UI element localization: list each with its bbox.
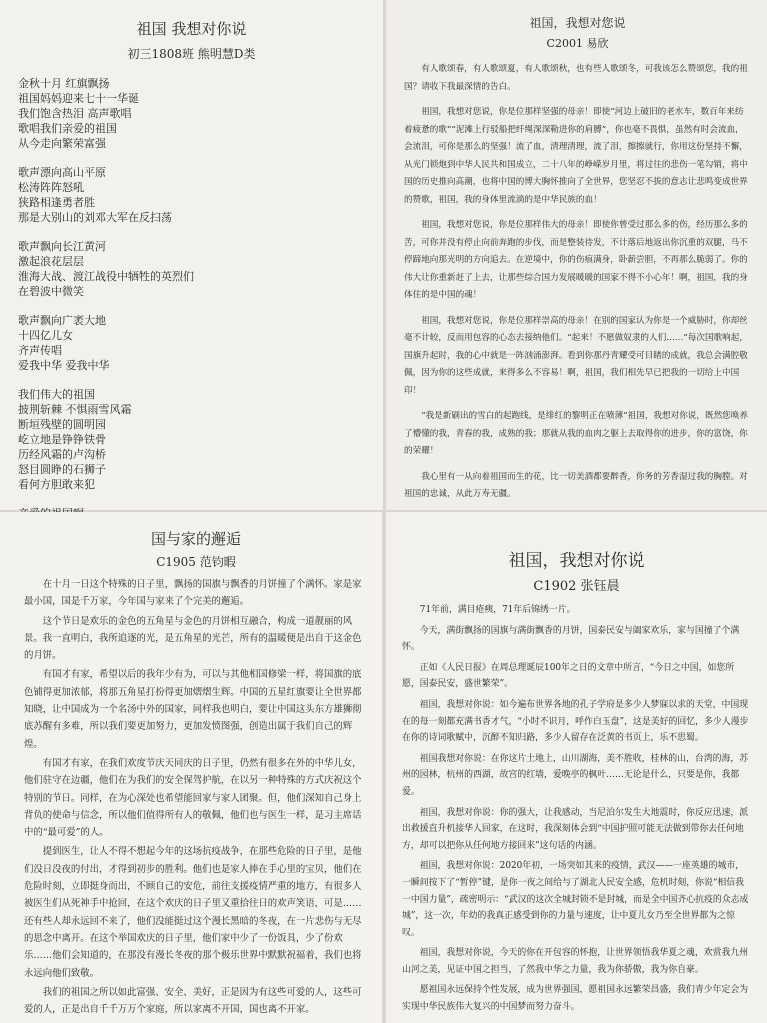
poem-line: 那是大别山的刘邓大军在反扫荡	[18, 211, 172, 224]
essay-paragraph: 今天，满街飘扬的国旗与满街飘香的月饼，国泰民安与阖家欢乐，家与国撞了个满怀。	[402, 625, 740, 653]
essay-paragraph: 祖国我想对你说：在你这片土地上，山川湖海，美不胜收，桂林的山，台湾的海，苏州的园林，杭州的西湖，故宫的红墙，爱晚亭的枫叶……无论是什么，只要是你，我都爱。	[402, 753, 749, 797]
poem-byline: 初三1808班 熊明慧D类	[127, 47, 256, 61]
essay-paragraph: 祖国，我想对你说：你的强大，让我感动，当尼泊尔发生大地震时，你反应迅速，派出救援直升机接华人回家，在这时，我深刻体会到“中国护照可能无法做到带你去任何地方，却可以把你从任何地方接回来”这句话的内涵。	[402, 807, 749, 851]
essay-paragraph: 正如《人民日报》在周总理诞辰100年之日的文章中所言，“今日之中国，如您所愿，国泰民安，盛世繁荣”。	[402, 662, 735, 690]
essay-paragraph: 这个节日是欢乐的金色的五角星与金色的月饼相互融合，构成一道靓丽的风景。我一直明白，我所追逐的光，是五角星的光芒，所有的温暖便是出自于这金色的月饼。	[24, 615, 362, 662]
essay-paragraph: 祖国，我想对你说：如今遍布世界各地的孔子学府是多少人梦寐以求的天堂，中国现在的每一刻都充满书香才气，“小时不识月，呼作白玉盘”，这是美好的回忆，多少人漫步在你的诗词歌赋中，沉醉不知归路，多少人留存在泛黄的书页上，乐不思蜀。	[402, 699, 749, 744]
essay-paragraph: 有人歌颂春，有人歌颂夏，有人歌颂秋，也有些人歌颂冬，可我该怎么赞颂您，我的祖国？请收下我最深情的告白。	[404, 64, 748, 92]
essay-paragraph: 我们的祖国之所以如此富强、安全、美好，正是因为有这些可爱的人，这些可爱的人，正是出自千千万万个家庭，所以家离不开国，国也离不开家。	[24, 986, 362, 1016]
poem-line: 披荆斩棘 不惧雨雪风霜	[18, 403, 132, 416]
essay-title: 祖国，我想对您说	[529, 16, 626, 30]
poem-line: 历经风霜的卢沟桥	[18, 448, 106, 461]
essay-byline: C1902 张钰晨	[533, 579, 620, 594]
essay-paragraph: 祖国，我想对您说，你是位那样崇高的母亲！在别的国家认为你是一个威胁时，你却丝毫不计较，反而用包容的心态去接纳他们。“起来！不愿做奴隶的人们……”每次国歌响起，国旗升起时，我的心中就是一阵汹涌澎湃。看到你那丹青耀受可目睹的成就，我总会满腔敬佩，因为你的这些成就，来得多么不容易！啊，祖国，我们相先早已把我的一切给上中国印！	[404, 315, 748, 396]
essay-paragraph: “我是新刷出的雪白的起跑线，是绯红的黎明正在喷薄”祖国，我想对你说，既然您唤养了懵懂的我，青春的我，成熟的我；那就从我的血肉之躯上去取得你的进步，你的富饶，你的荣耀！	[404, 411, 748, 456]
essay-paragraph: 71年前，满目疮痍，71年后锦绣一片。	[419, 605, 576, 615]
essay-paragraph: 有国才有家，在我们欢度节庆天同庆的日子里，仍然有很多在外的中华儿女，他们驻守在边疆，他们在为我们的安全保驾护航，在以另一种特殊的方式庆祝这个特别的节日。同样，在为心深处也希望能回家与家人团聚。但，他们深知自己身上背负的使命与信念，所以他们值得所有人的敬佩，他们也与医生一样，是习主席话中的“最可爱”的人。	[24, 757, 362, 839]
poem-stanza-4	[18, 313, 369, 373]
poem-page-top-left	[0, 0, 383, 510]
poem-line: 在碧波中微笑	[18, 285, 84, 298]
poem-line: 淮海大战、渡江战役中牺牲的英烈们	[18, 270, 194, 283]
poem-line: 歌声飘向广袤大地	[18, 314, 106, 327]
essay-byline: C1905 范钧暇	[156, 555, 236, 569]
essay-paragraph: 愿祖国永远保持个性发展，成为世界强国，愿祖国永远繁荣昌盛，我们青少年定会为实现中华民族伟大复兴的中国梦而努力奋斗。	[402, 985, 749, 1013]
poem-line: 从今走向繁荣富强	[18, 137, 106, 150]
poem-line: 松涛阵阵怒吼	[18, 181, 84, 194]
essay-title: 祖国，我想对你说	[508, 551, 645, 571]
poem-line: 金秋十月 红旗飘扬	[18, 77, 110, 90]
essay-page-bottom-left	[0, 512, 382, 1023]
essay-paragraph: 有国才有家，希望以后的我年少有为，可以与其他相国修梁一样，将国旗的底色铺得更加浓郁，将那五角星打扮得更加熠熠生辉。中国的五星红旗要让全世界都知晓，让中国成为一个名汤中外的国家，同样我也明白，要让中国这头东方雄狮彻底苏醒有多难，所以我们要更加努力，更加发愤图强，创造出属于我们自己的辉煌。	[24, 669, 362, 750]
poem-line: 看何方胆敢来犯	[18, 478, 95, 491]
essay-paragraph: 祖国，我想对你说，今天的你在开包容的怀抱，让世界领悟我华夏之魂，欢赏我九州山河之美，见证中国之担当，了然我中华之力量，我为你骄傲，我为你自豪。	[402, 948, 749, 975]
poem-line: 歌声飘向长江黄河	[18, 240, 106, 253]
poem-line: 歌声漂向高山平原	[18, 166, 106, 179]
poem-stanza-1	[18, 76, 369, 151]
poem-stanza-5	[18, 387, 369, 492]
essay-paragraph: 我心里有一从向着祖国而生的花，比一切美酒都要醉香，你务的芳香湿过我的胸膛。对祖国的忠诚，从此万寿无疆。	[404, 471, 748, 499]
poem-line: 祖国妈妈迎来七十一华诞	[18, 92, 139, 105]
essay-title: 国与家的邂逅	[150, 530, 241, 548]
poem-line: 齐声传唱	[18, 344, 62, 357]
essay-byline: C2001 易欣	[546, 37, 609, 50]
poem-line: 激起浪花层层	[18, 255, 84, 268]
poem-line: 狭路相逢勇者胜	[18, 196, 95, 209]
poem-line: 歌唱我们亲爱的祖国	[18, 122, 117, 135]
poem-line: 断垣残壁的圆明园	[18, 418, 106, 431]
poem-line: 爱我中华 爱我中华	[18, 359, 110, 372]
essay-page-bottom-right	[386, 512, 767, 1023]
poem-line: 怒目圆睁的石狮子	[18, 463, 106, 476]
poem-title: 祖国 我想对你说	[136, 20, 247, 38]
essay-page-top-right	[386, 0, 767, 510]
essay-paragraph: 提到医生，让人不得不想起今年的这场抗疫战争，在那些危险的日子里，是他们没日没夜的付出，才得到初步的胜利。他们也是家人捧在手心里的宝贝，他们在危险时刻，立即挺身而出，不顾自己的安危，前往支援疫情严重的地方，有很多人被医生们从死神手中抢回，在这个欢庆的日子里又重拾往日的欢声笑语，可是……还有些人却永远回不来了，他们没能挺过这个漫长黑暗的冬夜，在一片悲伤与无尽的思念中离开。在这个举国欢庆的日子里，他们家中少了一份饭具，少了份欢乐……他们会知道的，在那没有漫长冬夜的那个极乐世界中默默祝福着，我们也将永远向他们致敬。	[24, 846, 362, 979]
essay-paragraph: 祖国，我想对您说，你是位那样坚强的母亲！即使“河边上破旧的老水车，数百年来纺着疲惫的歌”“泥滩上行驳船把纤绳深深勒进你的肩膊”，你也毫不畏惧，虽然有时会流血，会流泪，可你是那么的坚强！流了血，清理清理，流了泪，擦擦就行，你用这份坚持不懈，从光门锁炮到中华人民共和国成立，二十八年的峥嵘岁月里，将过往的悲伤一笔勾销，将中国的历史推向高潮，也将中国的博大胸怀推向了全世界，您坚忍不拔的意志让悲鸣变成世界的赞歌，祖国，我的身体里流淌的是中华民族的血！	[404, 107, 748, 205]
poem-stanza-3	[18, 239, 369, 299]
essay-paragraph: 在十月一日这个特殊的日子里，飘扬的国旗与飘香的月饼撞了个满怀。家是家最小国，国是千万家，今年国与家来了个完美的邂逅。	[24, 579, 362, 608]
poem-stanza-2	[18, 165, 369, 225]
poem-line: 屹立地是铮铮铁骨	[18, 433, 106, 446]
poem-line: 十四亿儿女	[18, 329, 73, 342]
essay-paragraph: 祖国，我想对您说，你是位那样伟大的母亲！即使你曾受过那么多的伤，经历那么多的苦，可你并没有停止向前奔跑的步伐，而是整装待发，不计落后地返出你沉重的双腿，马不停蹄地向那光明的方向追去。在逆境中，你的伤痕满身，卧薪尝胆，不再那么脆弱了。你的伟大让你重新赶了上去，让那些综合国力发展暖暖的国家不得不小心年！啊，祖国，我的身体住的是中国的魂！	[404, 220, 748, 300]
poem-line: 我们饱含热泪 高声歌唱	[18, 107, 132, 120]
essay-paragraph: 祖国，我想对你说：2020年初，一场突如其来的疫情，武汉——一座英雄的城市，一瞬间按下了“暂停”键，是你一夜之间给与了湖北人民安全感，危机时刻，你说“相信我一中国力量”，疏密明示：“武汉的这次全城封锁不是封城，而是全中国齐心抗疫的众志成城”，这一次，年幼的我真正感受到你的力量与速度，让中夏儿女乃至全世界都为之惊叹。	[402, 861, 749, 938]
poem-line: 我们伟大的祖国	[18, 388, 95, 401]
